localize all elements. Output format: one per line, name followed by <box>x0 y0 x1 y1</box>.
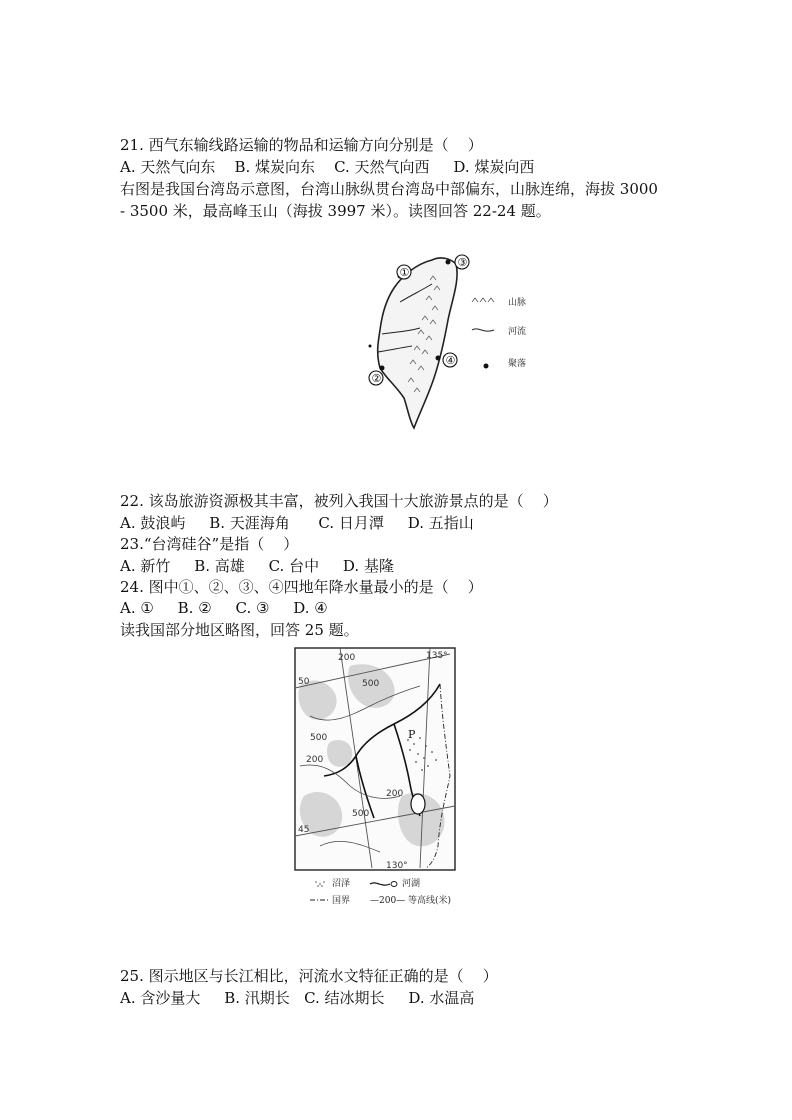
legend-marsh-icon <box>315 881 325 887</box>
q21-options: A. 天然气向东 B. 煤炭向东 C. 天然气向西 D. 煤炭向西 <box>120 158 535 176</box>
region-map-figure <box>290 646 460 908</box>
q24-stem: 24. 图中①、②、③、④四地年降水量最小的是（ ） <box>120 578 483 596</box>
q23-options: A. 新竹 B. 高雄 C. 台中 D. 基隆 <box>120 557 394 575</box>
intro-taiwan-line1: 右图是我国台湾岛示意图，台湾山脉纵贯台湾岛中部偏东，山脉连绵，海拔 3000 <box>120 180 658 198</box>
legend-river-icon <box>370 883 390 885</box>
legend-contour-label: —200— 等高线(米) <box>370 896 452 906</box>
q22-stem: 22. 该岛旅游资源极其丰富，被列入我国十大旅游景点的是（ ） <box>120 492 558 510</box>
settlement-dot <box>446 260 451 265</box>
q25-options: A. 含沙量大 B. 汛期长 C. 结冰期长 D. 水温高 <box>120 989 475 1007</box>
label-P: P <box>408 728 416 741</box>
label-45: 45 <box>298 825 310 835</box>
marker-3: ③ <box>457 256 468 269</box>
legend-marsh-label: 沼泽 <box>332 879 351 889</box>
region-map <box>290 646 460 908</box>
intro-region: 读我国部分地区略图，回答 25 题。 <box>120 621 359 639</box>
label-200-b: 200 <box>386 789 404 799</box>
marker-4: ④ <box>445 354 456 367</box>
q25-stem: 25. 图示地区与长江相比，河流水文特征正确的是（ ） <box>120 967 498 985</box>
region-legend <box>310 877 451 906</box>
label-50: 50 <box>298 677 310 687</box>
legend-river-icon <box>472 329 494 331</box>
label-200-c: 200 <box>338 653 356 663</box>
label-200-a: 200 <box>306 755 324 765</box>
label-500-b: 500 <box>310 733 328 743</box>
lake <box>411 794 425 814</box>
q22-options: A. 鼓浪屿 B. 天涯海角 C. 日月潭 D. 五指山 <box>120 514 474 532</box>
label-135: 135° <box>426 651 448 661</box>
legend-river-label: 河湖 <box>402 879 421 889</box>
q24-options: A. ① B. ② C. ③ D. ④ <box>120 599 328 617</box>
settlement-dot <box>436 356 441 361</box>
taiwan-legend <box>472 296 526 369</box>
q21-stem: 21. 西气东输线路运输的物品和运输方向分别是（ ） <box>120 136 483 154</box>
legend-mountain-icon <box>472 298 494 302</box>
settlement-dot <box>380 366 385 371</box>
legend-settlement-icon <box>484 364 489 369</box>
island-outline <box>378 258 457 428</box>
label-500-c: 500 <box>352 809 370 819</box>
settlement-dot <box>369 345 372 348</box>
legend-border-label: 国界 <box>332 896 351 906</box>
marker-2: ② <box>371 372 382 385</box>
legend-lake-icon <box>391 882 397 887</box>
legend-river-label: 河流 <box>508 327 527 337</box>
intro-taiwan-line2: - 3500 米，最高峰玉山（海拔 3997 米）。读图回答 22-24 题。 <box>120 202 551 220</box>
legend-settlement-label: 聚落 <box>508 359 527 369</box>
q23-stem: 23.“台湾硅谷”是指（ ） <box>120 535 299 553</box>
taiwan-map <box>360 250 550 435</box>
legend-mountain-label: 山脉 <box>508 298 527 308</box>
label-500-a: 500 <box>362 679 380 689</box>
marker-1: ① <box>399 266 410 279</box>
taiwan-map-figure <box>360 250 550 435</box>
label-130: 130° <box>386 861 408 871</box>
